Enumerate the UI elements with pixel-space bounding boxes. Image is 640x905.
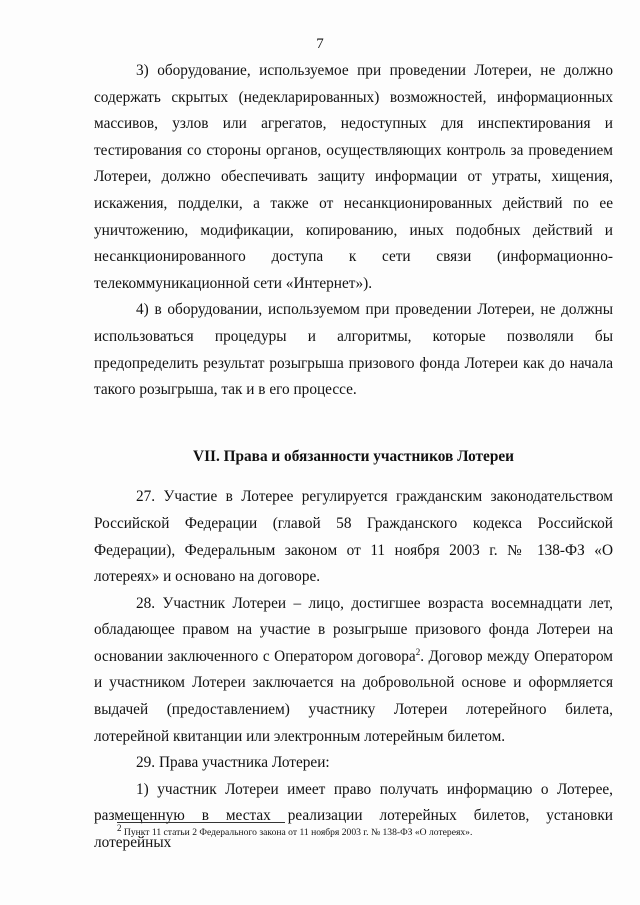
document-body: [94, 58, 613, 857]
page-number: 7: [316, 36, 324, 52]
paragraph-29: 29. Права участника Лотереи:: [136, 754, 330, 772]
spacer: [94, 404, 613, 444]
footnote-reference: 2: [415, 646, 421, 657]
spacer: [94, 470, 613, 484]
paragraph-item-3: 3) оборудование, используемое при проведении Лотереи, не должно содержать скрытых (недекларированных) возможностей, информационных массивов, узлов или агрегатов, недоступных для инспектирования и тестирования со стороны органов, осуществляющих контроль за проведением Лотереи, должно обеспечивать защиту информации от утраты, хищения, искажения, подделки, а также от несанкционированных действий по ее уничтожению, модификации, копированию, иных подобных действий и несанкционированного доступа к сети связи (информационно-телекоммуникационной сети «Интернет»).: [94, 62, 613, 292]
section-heading: VII. Права и обязанности участников Лотереи: [193, 447, 514, 465]
paragraph-28-part2: . Договор между Оператором и участником Лотереи заключается на добровольной основе и оформляется выдачей (предоставлением) участнику Лотереи лотерейного билета, лотерейной квитанции или электронным лотерейным билетом.: [94, 647, 613, 745]
paragraph-item-4: 4) в оборудовании, используемом при проведении Лотереи, не должны использоваться процедуры и алгоритмы, которые позволяли бы предопределить результат розыгрыша призового фонда Лотереи как до начала такого розыгрыша, так и в его процессе.: [94, 301, 613, 399]
paragraph-27: 27. Участие в Лотерее регулируется гражданским законодательством Российской Федерации (главой 58 Гражданского кодекса Российской Федерации), Федеральным законом от 11 ноября 2003 г. № 138-ФЗ «О лотереях» и основано на договоре.: [94, 488, 613, 586]
footnote-text: Пункт 11 статьи 2 Федерального закона от 11 ноября 2003 г. № 138-ФЗ «О лотереях».: [121, 827, 473, 838]
paragraph-28-part1: 28. Участник Лотереи – лицо, достигшее возраста восемнадцати лет, обладающее правом на участие в розыгрыше призового фонда Лотереи на основании заключенного с Оператором договора: [94, 594, 613, 665]
footnote-separator: [117, 822, 285, 823]
paragraph-29-item-1: 1) участник Лотереи имеет право получать информацию о Лотерее, размещенную в местах реализации лотерейных билетов, установки лотерейных: [94, 780, 613, 852]
footnote: [117, 822, 597, 839]
paragraph-28: [94, 591, 613, 751]
footnote-mark: 2: [117, 822, 122, 833]
